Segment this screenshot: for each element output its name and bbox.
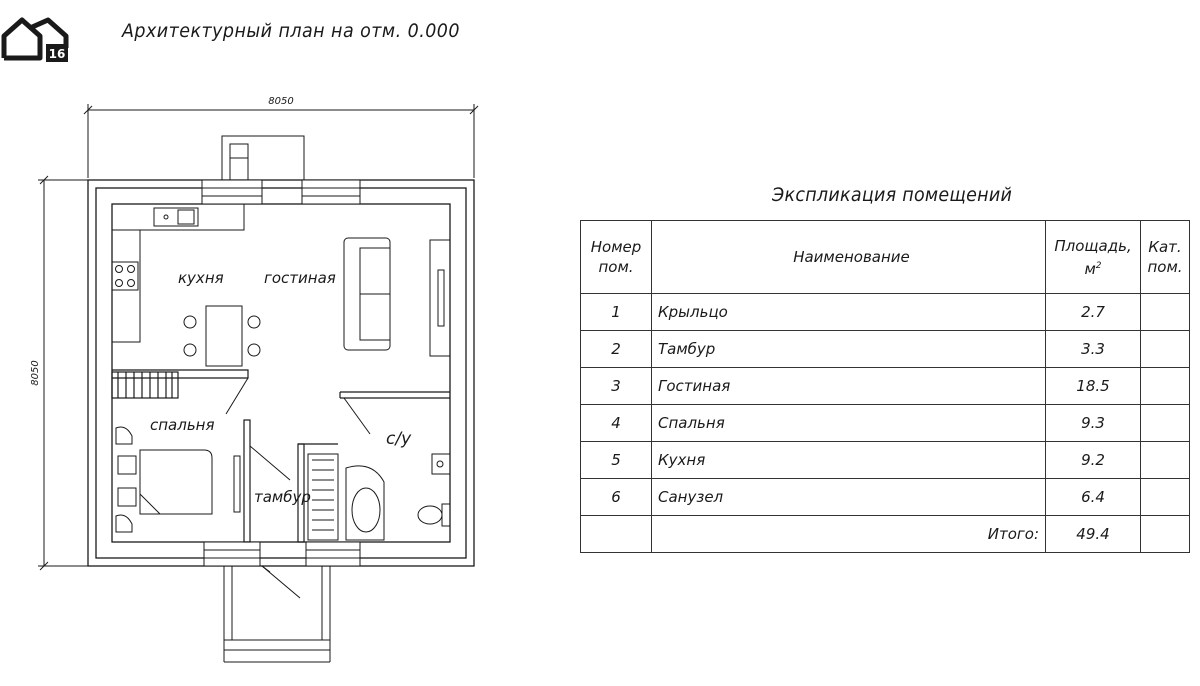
table-row <box>581 442 1190 479</box>
bath-cabinet <box>308 454 338 540</box>
table-row <box>581 294 1190 331</box>
window-top-left <box>202 180 262 204</box>
row-area: 2.7 <box>1046 294 1141 331</box>
row-name: Тамбур <box>652 331 1046 368</box>
dimension-top-label: 8050 <box>268 96 294 107</box>
sofa <box>344 238 390 350</box>
row-number: 3 <box>581 368 652 405</box>
chimney <box>222 136 304 180</box>
row-number: 6 <box>581 479 652 516</box>
header-area <box>1046 221 1141 294</box>
row-number: 5 <box>581 442 652 479</box>
row-area: 6.4 <box>1046 479 1141 516</box>
total-empty-cell <box>581 516 652 553</box>
header-area-unit: м <box>1084 259 1096 278</box>
row-category <box>1141 442 1190 479</box>
table-row <box>581 368 1190 405</box>
explication-table <box>580 220 1190 553</box>
total-label: Итого: <box>652 516 1046 553</box>
header-category-line1: Кат. <box>1148 238 1182 256</box>
outer-walls <box>88 180 474 566</box>
corner-bath <box>346 466 384 540</box>
interior-walls <box>112 370 450 542</box>
room-label-vestibule: тамбур <box>254 488 311 506</box>
table-row <box>581 405 1190 442</box>
row-number: 4 <box>581 405 652 442</box>
window-bottom-right <box>306 542 360 566</box>
table-header-row <box>581 221 1190 294</box>
sink <box>432 454 450 474</box>
row-category <box>1141 331 1190 368</box>
room-label-bedroom: спальня <box>150 416 215 434</box>
row-number: 2 <box>581 331 652 368</box>
header-number <box>581 221 652 294</box>
header-area-sup: 2 <box>1095 260 1102 271</box>
dimension-top <box>84 104 478 178</box>
row-category <box>1141 405 1190 442</box>
bed <box>116 427 212 532</box>
room-label-kitchen: кухня <box>178 269 224 287</box>
table-total-row <box>581 516 1190 553</box>
header-area-line1: Площадь, <box>1054 236 1132 255</box>
logo-badge: 16 <box>48 47 66 61</box>
row-area: 9.3 <box>1046 405 1141 442</box>
explication-title: Экспликация помещений <box>772 184 1013 206</box>
row-name: Спальня <box>652 405 1046 442</box>
tv-unit <box>430 240 450 356</box>
floor-plan <box>0 0 560 686</box>
row-name: Кухня <box>652 442 1046 479</box>
dimension-left <box>38 176 88 570</box>
row-area: 18.5 <box>1046 368 1141 405</box>
table-row <box>581 331 1190 368</box>
row-number: 1 <box>581 294 652 331</box>
table-row <box>581 479 1190 516</box>
room-label-bathroom: с/у <box>386 429 412 449</box>
row-name: Санузел <box>652 479 1046 516</box>
row-name: Крыльцо <box>652 294 1046 331</box>
row-name: Гостиная <box>652 368 1046 405</box>
room-label-living: гостиная <box>264 269 336 287</box>
window-bottom-left <box>204 542 260 566</box>
window-top-right <box>302 180 360 204</box>
porch <box>224 566 330 662</box>
row-category <box>1141 479 1190 516</box>
bathroom-door[interactable] <box>344 398 370 434</box>
total-value: 49.4 <box>1046 516 1141 553</box>
header-number-line2: пом. <box>598 258 634 276</box>
dining-table <box>184 306 260 366</box>
row-area: 3.3 <box>1046 331 1141 368</box>
page-title: Архитектурный план на отм. 0.000 <box>122 20 460 42</box>
bedroom-door[interactable] <box>226 378 248 414</box>
total-category-cell <box>1141 516 1190 553</box>
dimension-left-label: 8050 <box>30 360 41 386</box>
header-category-line2: пом. <box>1147 258 1183 276</box>
row-category <box>1141 368 1190 405</box>
row-area: 9.2 <box>1046 442 1141 479</box>
header-name: Наименование <box>652 221 1046 294</box>
entry-door[interactable] <box>262 566 300 598</box>
toilet <box>418 504 450 526</box>
row-category <box>1141 294 1190 331</box>
header-number-line1: Номер <box>590 238 642 256</box>
header-category <box>1141 221 1190 294</box>
